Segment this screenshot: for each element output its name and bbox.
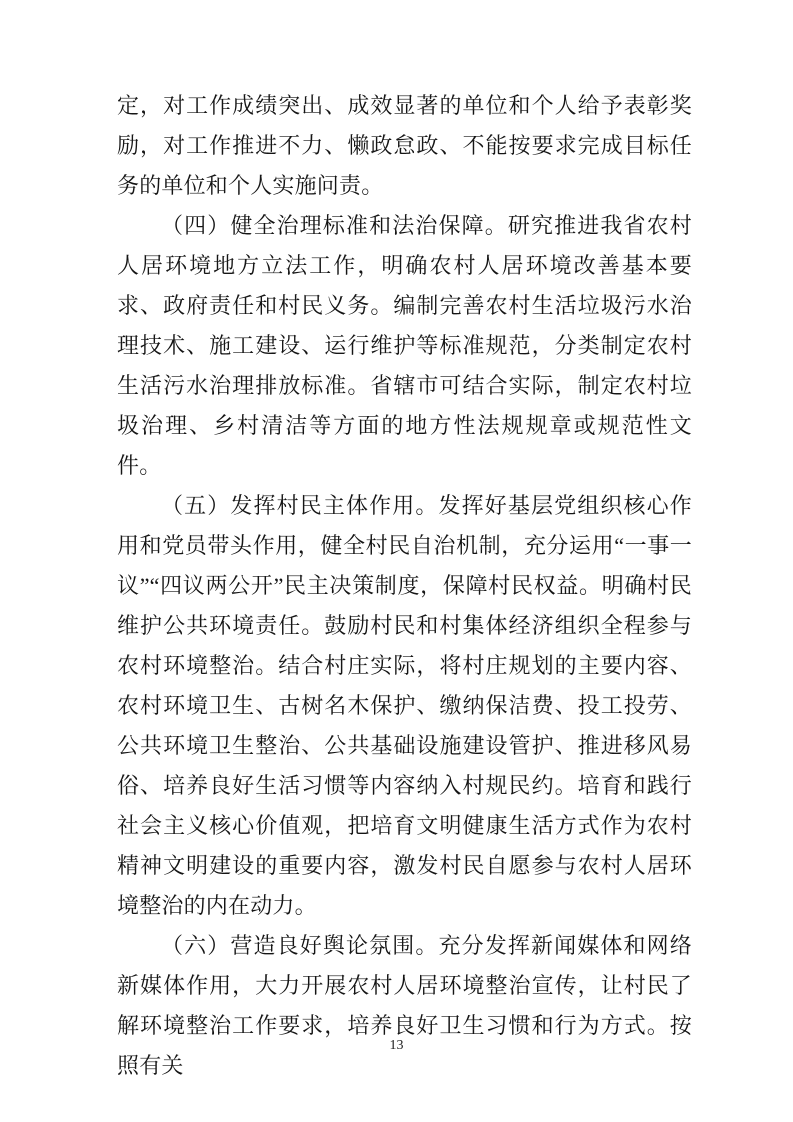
paragraph-section-6: （六）营造良好舆论氛围。充分发挥新闻媒体和网络新媒体作用，大力开展农村人居环境整治宣传，让村民了解环境整治工作要求，培养良好卫生习惯和行为方式。按照有关 (117, 933, 692, 1078)
paragraph-section-5: （五）发挥村民主体作用。发挥好基层党组织核心作用和党员带头作用，健全村民自治机制，充分运用“一事一议”“四议两公开”民主决策制度，保障村民权益。明确村民维护公共环境责任。鼓励村民和村集体经济组织全程参与农村环境整治。结合村庄实际，将村庄规划的主要内容、农村环境卫生、古树名木保护、缴纳保洁费、投工投劳、公共环境卫生整治、公共基础设施建设管护、推进移风易俗、培养良好生活习惯等内容纳入村规民约。培育和践行社会主义核心价值观，把培育文明健康生活方式作为农村精神文明建设的重要内容，激发村民自愿参与农村人居环境整治的内在动力。 (117, 493, 692, 918)
document-body (117, 86, 692, 1086)
paragraph-continuation: 定，对工作成绩突出、成效显著的单位和个人给予表彰奖励，对工作推进不力、懒政怠政、不能按要求完成目标任务的单位和个人实施问责。 (117, 93, 692, 198)
page-number: 13 (389, 1038, 404, 1053)
paragraph-section-4: （四）健全治理标准和法治保障。研究推进我省农村人居环境地方立法工作，明确农村人居环境改善基本要求、政府责任和村民义务。编制完善农村生活垃圾污水治理技术、施工建设、运行维护等标准规范，分类制定农村生活污水治理排放标准。省辖市可结合实际，制定农村垃圾治理、乡村清洁等方面的地方性法规规章或规范性文件。 (117, 213, 692, 478)
